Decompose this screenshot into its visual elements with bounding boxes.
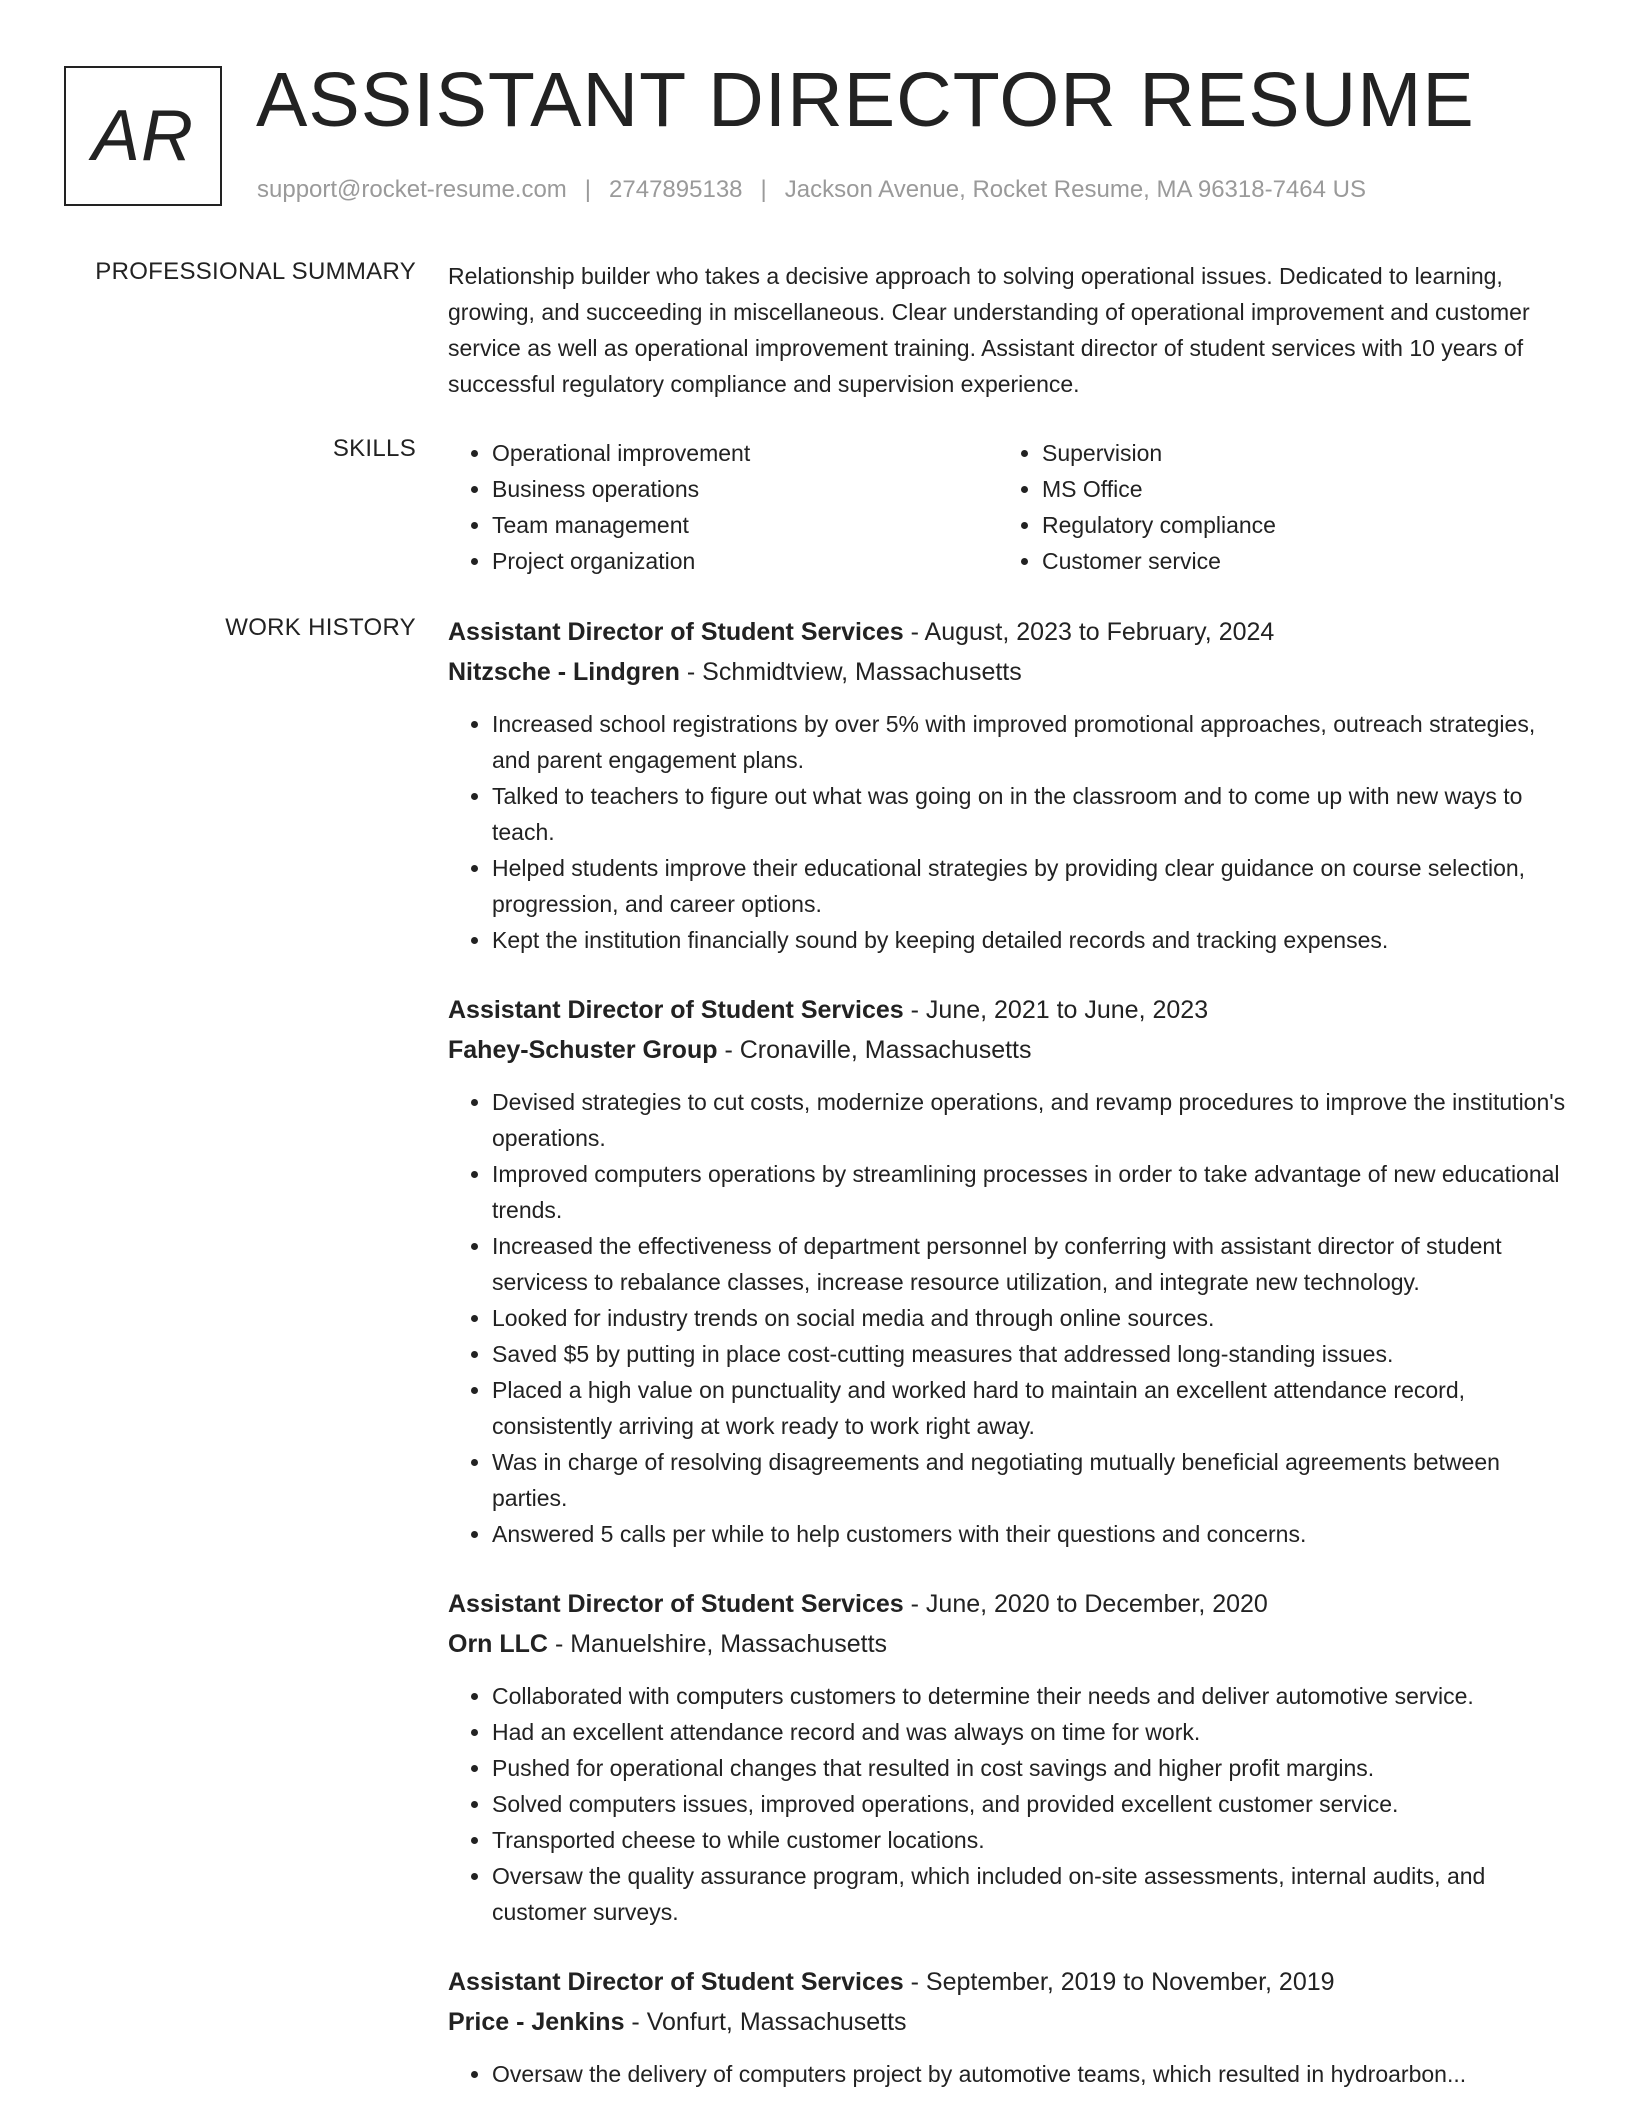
job-title-line bbox=[448, 612, 1568, 652]
job-bullets bbox=[448, 2056, 1568, 2092]
resume-title: ASSISTANT DIRECTOR RESUME bbox=[256, 57, 1475, 143]
job-title: Assistant Director of Student Services bbox=[448, 1968, 904, 1996]
skills-list-left bbox=[448, 435, 998, 579]
job-company-line bbox=[448, 652, 1568, 692]
job-bullet: • Oversaw the delivery of computers project by automotive teams, which resulted in hydroarbon... bbox=[492, 2056, 1568, 2092]
work-history-body bbox=[448, 612, 1568, 2124]
contact-email[interactable]: support@rocket-resume.com bbox=[257, 176, 567, 203]
job-company-line bbox=[448, 2002, 1568, 2042]
job-bullet: • Answered 5 calls per while to help customers with their questions and concerns. bbox=[492, 1516, 1568, 1552]
job-bullet: • Helped students improve their educational strategies by providing clear guidance on course selection, progression, and career options. bbox=[492, 850, 1568, 922]
skill-item: • Supervision bbox=[1042, 435, 1548, 471]
job-location: - Manuelshire, Massachusetts bbox=[548, 1630, 888, 1658]
contact-separator: | bbox=[760, 176, 767, 203]
job-bullet: • Was in charge of resolving disagreements and negotiating mutually beneficial agreements between parties. bbox=[492, 1444, 1568, 1516]
skills-grid bbox=[448, 435, 1568, 579]
job-title-line bbox=[448, 990, 1568, 1030]
job-bullet: • Kept the institution financially sound by keeping detailed records and tracking expenses. bbox=[492, 922, 1568, 958]
job-company: Fahey-Schuster Group bbox=[448, 1036, 718, 1064]
job-bullets bbox=[448, 1678, 1568, 1930]
job-company: Nitzsche - Lindgren bbox=[448, 658, 680, 686]
job-title-line bbox=[448, 1584, 1568, 1624]
job-bullets bbox=[448, 706, 1568, 958]
job-company-line bbox=[448, 1030, 1568, 1070]
job-dates: - September, 2019 to November, 2019 bbox=[903, 1968, 1335, 1996]
section-label-work-history: WORK HISTORY bbox=[225, 614, 416, 641]
job-bullets bbox=[448, 1084, 1568, 1552]
job-bullet: • Pushed for operational changes that resulted in cost savings and higher profit margins. bbox=[492, 1750, 1568, 1786]
job-location: - Schmidtview, Massachusetts bbox=[679, 658, 1022, 686]
monogram-box bbox=[64, 66, 222, 206]
job-location: - Vonfurt, Massachusetts bbox=[624, 2008, 907, 2036]
skill-item: • MS Office bbox=[1042, 471, 1548, 507]
job-title-line bbox=[448, 1962, 1568, 2002]
job-bullet: • Looked for industry trends on social media and through online sources. bbox=[492, 1300, 1568, 1336]
section-label-skills: SKILLS bbox=[332, 435, 416, 462]
summary-text: Relationship builder who takes a decisive approach to solving operational issues. Dedicated to learning, growing, and succeeding in miscellaneous. Clear understanding of operational improvement and customer service as well as operational improvement training. Assistant director of student services with 10 years of successful regulatory compliance and supervision experience. bbox=[448, 263, 1530, 397]
contact-line bbox=[257, 176, 1366, 204]
job-entry bbox=[448, 990, 1568, 1552]
skill-item: • Regulatory compliance bbox=[1042, 507, 1548, 543]
job-bullet: • Collaborated with computers customers to determine their needs and deliver automotive service. bbox=[492, 1678, 1568, 1714]
skills-list-right bbox=[998, 435, 1548, 579]
job-bullet: • Increased the effectiveness of department personnel by conferring with assistant director of student servicess to rebalance classes, increase resource utilization, and integrate new technology. bbox=[492, 1228, 1568, 1300]
job-bullet: • Devised strategies to cut costs, modernize operations, and revamp procedures to improve the institution's operations. bbox=[492, 1084, 1568, 1156]
monogram-initials: AR bbox=[91, 96, 195, 176]
job-location: - Cronaville, Massachusetts bbox=[717, 1036, 1032, 1064]
job-dates: - August, 2023 to February, 2024 bbox=[903, 618, 1275, 646]
job-company-line bbox=[448, 1624, 1568, 1664]
job-title: Assistant Director of Student Services bbox=[448, 618, 904, 646]
skill-item: • Operational improvement bbox=[492, 435, 998, 471]
skill-item: • Project organization bbox=[492, 543, 998, 579]
job-bullet: • Oversaw the quality assurance program, which included on-site assessments, internal audits, and customer surveys. bbox=[492, 1858, 1568, 1930]
job-entry bbox=[448, 1962, 1568, 2092]
job-bullet: • Solved computers issues, improved operations, and provided excellent customer service. bbox=[492, 1786, 1568, 1822]
skill-item: • Team management bbox=[492, 507, 998, 543]
job-company: Orn LLC bbox=[448, 1630, 548, 1658]
skill-item: • Business operations bbox=[492, 471, 998, 507]
contact-phone[interactable]: 2747895138 bbox=[609, 176, 743, 203]
skills-body bbox=[448, 435, 1568, 579]
job-company: Price - Jenkins bbox=[448, 2008, 625, 2036]
section-label-summary: PROFESSIONAL SUMMARY bbox=[95, 258, 416, 285]
contact-separator: | bbox=[584, 176, 592, 203]
contact-address: Jackson Avenue, Rocket Resume, MA 96318-7464 US bbox=[784, 176, 1366, 203]
job-entry bbox=[448, 1584, 1568, 1930]
job-entry bbox=[448, 612, 1568, 958]
job-title: Assistant Director of Student Services bbox=[448, 1590, 904, 1618]
job-bullet: • Saved $5 by putting in place cost-cutting measures that addressed long-standing issues. bbox=[492, 1336, 1568, 1372]
job-bullet: • Talked to teachers to figure out what was going on in the classroom and to come up with new ways to teach. bbox=[492, 778, 1568, 850]
job-dates: - June, 2021 to June, 2023 bbox=[903, 996, 1209, 1024]
skill-item: • Customer service bbox=[1042, 543, 1548, 579]
job-bullet: • Transported cheese to while customer locations. bbox=[492, 1822, 1568, 1858]
job-bullet: • Improved computers operations by streamlining processes in order to take advantage of new educational trends. bbox=[492, 1156, 1568, 1228]
job-bullet: • Increased school registrations by over 5% with improved promotional approaches, outreach strategies, and parent engagement plans. bbox=[492, 706, 1568, 778]
job-dates: - June, 2020 to December, 2020 bbox=[903, 1590, 1268, 1618]
job-bullet: • Had an excellent attendance record and was always on time for work. bbox=[492, 1714, 1568, 1750]
job-bullet: • Placed a high value on punctuality and worked hard to maintain an excellent attendance record, consistently arriving at work ready to work right away. bbox=[492, 1372, 1568, 1444]
skills-column-left bbox=[448, 435, 998, 579]
skills-column-right bbox=[998, 435, 1548, 579]
job-title: Assistant Director of Student Services bbox=[448, 996, 904, 1024]
